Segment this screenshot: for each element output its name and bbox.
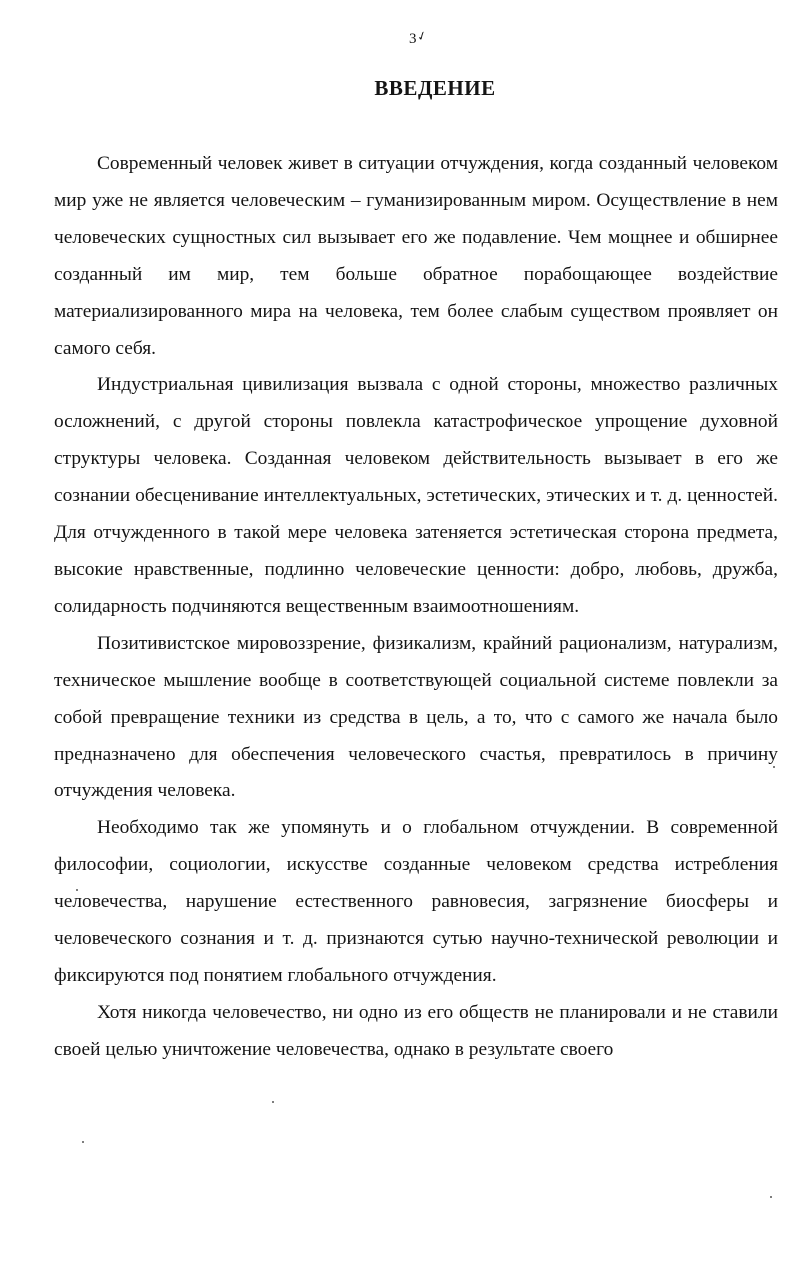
paragraph: Хотя никогда человечество, ни одно из его обществ не планировали и не ставили своей целью уничтожение человечества, однако в результате своего (54, 1001, 778, 1060)
scan-speck (770, 1196, 772, 1198)
scan-speck (272, 1101, 274, 1103)
page-number-value: 3 (409, 31, 417, 47)
page-number (409, 27, 429, 48)
check-mark-icon: ✓ (414, 27, 429, 45)
body-text (54, 146, 778, 1069)
scan-speck (76, 889, 78, 891)
paragraph: Позитивистское мировоззрение, физикализм, крайний рационализм, натурализм, техническое мышление вообще в соответствующей социальной системе повлекли за собой превращение техники из средства в цель, а то, что с самого же начала было предназначено для обеспечения человеческого счастья, превратилось в причину отчуждения человека. (54, 632, 778, 802)
scan-speck (773, 766, 775, 768)
paragraph: Индустриальная цивилизация вызвала с одной стороны, множество различных осложнений, с другой стороны повлекла катастрофическое упрощение духовной структуры человека. Созданная человеком действительность вызывает в его же сознании обесценивание интеллектуальных, эстетических, этических и т. д. ценностей. Для отчужденного в такой мере человека затеняется эстетическая сторона предмета, высокие нравственные, подлинно человеческие ценности: добро, любовь, дружба, солидарность подчиняются вещественным взаимоотношениям. (54, 374, 778, 617)
page-title: ВВЕДЕНИЕ (374, 76, 496, 100)
scan-speck (82, 1141, 84, 1143)
paragraph: Необходимо так же упомянуть и о глобальном отчуждении. В современной философии, социологии, искусстве созданные человеком средства истребления человечества, нарушение естественного равновесия, загрязнение биосферы и человеческого сознания и т. д. признаются сутью научно-технической революции и фиксируются под понятием глобального отчуждения. (54, 817, 778, 986)
paragraph: Современный человек живет в ситуации отчуждения, когда созданный человеком мир уже не является человеческим – гуманизированным миром. Осуществление в нем человеческих сущностных сил вызывает его же подавление. Чем мощнее и обширнее созданный им мир, тем больше обратное порабощающее воздействие материализированного мира на человека, тем более слабым существом проявляет он самого себя. (54, 153, 778, 359)
